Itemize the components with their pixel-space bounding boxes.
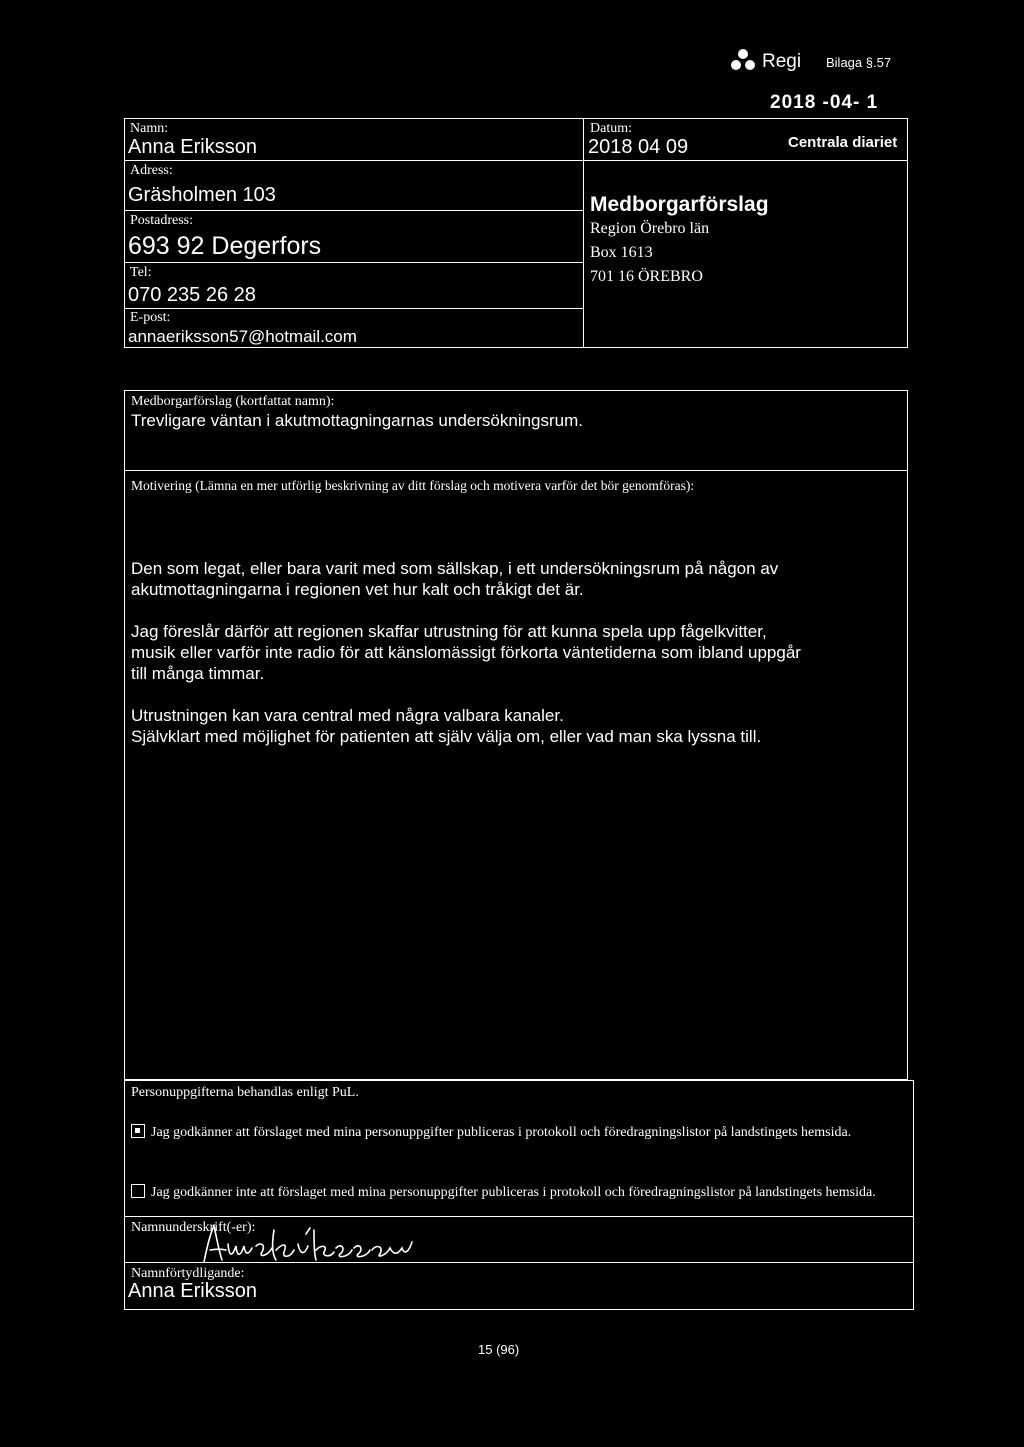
short-name-label: Medborgarförslag (kortfattat namn): <box>131 394 335 409</box>
signature-label: Namnunderskrift(-er): <box>131 1220 256 1235</box>
date-label: Datum: <box>590 121 632 136</box>
postal-value: 693 92 Degerfors <box>128 232 322 260</box>
region-mark: Regi <box>762 51 802 72</box>
stamp-date: 2018 -04- 1 <box>770 92 879 113</box>
motivation-label: Motivering (Lämna en mer utförlig beskrivning av ditt förslag och motivera varför det bör genomföras): <box>131 478 695 493</box>
checkbox-checked-icon[interactable] <box>131 1124 145 1138</box>
handwritten-signature <box>196 1222 436 1266</box>
stamp-dept: Centrala diariet <box>788 134 898 151</box>
column-divider <box>583 118 584 348</box>
email-label: E-post: <box>130 310 171 325</box>
recipient-address-line3: 701 16 ÖREBRO <box>590 268 703 285</box>
name-value: Anna Eriksson <box>128 136 257 158</box>
short-name-value: Trevligare väntan i akutmottagningarnas undersökningsrum. <box>131 411 584 430</box>
motivation-paragraph: Utrustningen kan vara central med några valbara kanaler. Självklart med möjlighet för patienten att själv välja om, eller vad man ska lyssna till. <box>131 706 762 746</box>
address-value: Gräsholmen 103 <box>128 184 276 206</box>
checkbox-empty-icon[interactable] <box>131 1184 145 1198</box>
motivation-paragraph: Jag föreslår därför att regionen skaffar utrustning för att kunna spela upp fågelkvitter, musik eller varför inte radio för att känslomässigt förkorta väntetiderna som ibland uppgår till många timmar. <box>131 622 801 683</box>
email-value: annaeriksson57@hotmail.com <box>128 327 357 346</box>
consent-agree-option[interactable] <box>131 1123 901 1143</box>
consent-agree-text: Jag godkänner att förslaget med mina personuppgifter publiceras i protokoll och föredragningslistor på landstingets hemsida. <box>151 1125 852 1140</box>
consent-disagree-option[interactable] <box>131 1183 901 1203</box>
recipient-address-line1: Region Örebro län <box>590 220 710 237</box>
postal-label: Postadress: <box>130 213 193 228</box>
tel-value: 070 235 26 28 <box>128 284 256 306</box>
name-label: Namn: <box>130 121 169 136</box>
clarification-label: Namnförtydligande: <box>131 1266 245 1281</box>
motivation-text <box>131 558 891 747</box>
page-number: 15 (96) <box>478 1342 520 1357</box>
date-value: 2018 04 09 <box>588 136 689 158</box>
recipient-address-line2: Box 1613 <box>590 244 653 261</box>
clarification-value: Anna Eriksson <box>128 1280 257 1302</box>
motivation-paragraph: Den som legat, eller bara varit med som sällskap, i ett undersökningsrum på någon av akutmottagningarna i regionen vet hur kalt och tråkigt det är. <box>131 559 779 599</box>
pul-notice: Personuppgifterna behandlas enligt PuL. <box>131 1085 359 1100</box>
bilaga-number: Bilaga §.57 <box>826 55 892 70</box>
form-title: Medborgarförslag <box>590 193 769 216</box>
address-label: Adress: <box>130 163 173 178</box>
region-logo-icon <box>730 48 756 74</box>
tel-label: Tel: <box>130 265 152 280</box>
consent-disagree-text: Jag godkänner inte att förslaget med mina personuppgifter publiceras i protokoll och föredragningslistor på landstingets hemsida. <box>151 1185 876 1200</box>
